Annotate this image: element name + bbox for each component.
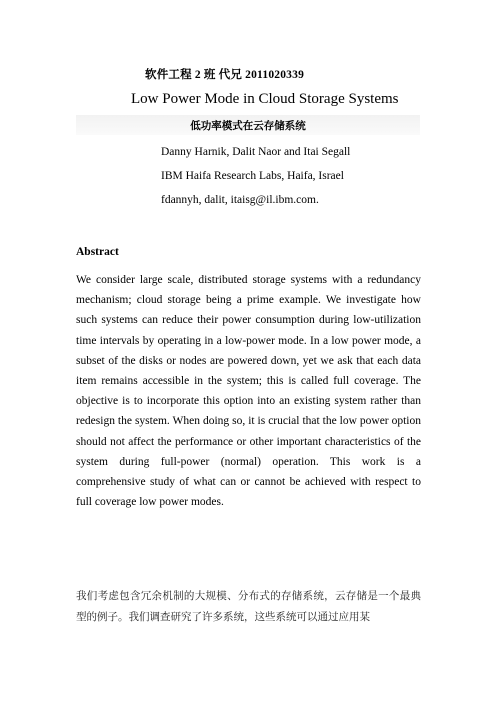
chinese-title: 低功率模式在云存储系统 — [190, 120, 306, 132]
author-names: Danny Harnik, Dalit Naor and Itai Segall — [161, 146, 351, 158]
abstract-body: We consider large scale, distributed storage systems with a redundancy mechanism; cloud storage being a prime example. We investigate how such systems can reduce their power consumption during low-utilization time intervals by operating in a low-power mode. In a low power mode, a subset of the disks or nodes are powered down, yet we ask that each data item remains accessible in the system; this is called full coverage. The objective is to incorporate this option into an existing system rather than redesign the system. When doing so, it is crucial that the low power option should not affect the performance or other important characteristics of the system during full-power (normal) operation. This work is a comprehensive study of what can or cannot be achieved with respect to full coverage low power modes. — [76, 274, 421, 509]
paper-title: Low Power Mode in Cloud Storage Systems — [131, 91, 399, 107]
abstract-heading: Abstract — [76, 246, 119, 258]
author-emails: fdannyh, dalit, itaisg@il.ibm.com. — [161, 194, 319, 206]
author-affiliation: IBM Haifa Research Labs, Haifa, Israel — [161, 170, 344, 182]
student-header: 软件工程 2 班 代兄 2011020339 — [145, 69, 305, 81]
abstract-chinese-translation: 我们考虑包含冗余机制的大规模、分布式的存储系统，云存储是一个最典型的例子。我们调查研究了许多系统，这些系统可以通过应用某 — [76, 590, 421, 623]
chinese-title-band — [76, 115, 420, 135]
